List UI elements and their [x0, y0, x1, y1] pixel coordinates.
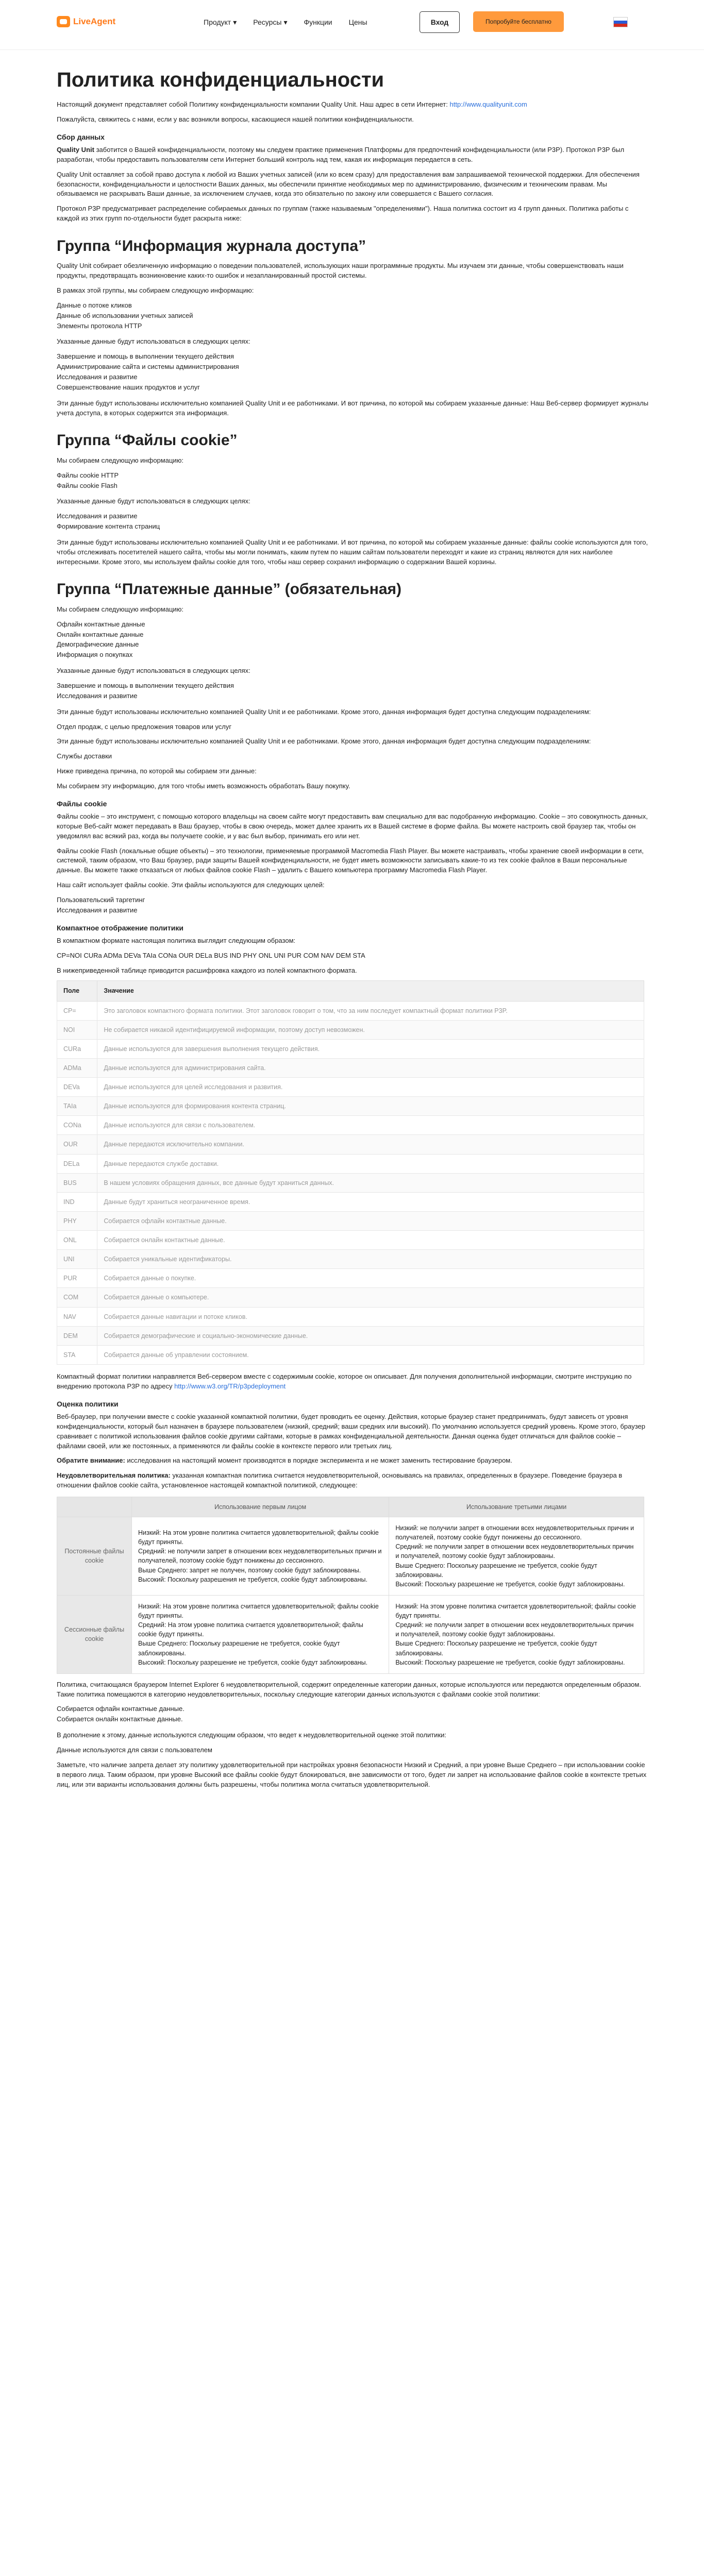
- language-flag-icon[interactable]: [613, 17, 628, 27]
- privacy-content: [57, 57, 649, 1794]
- bold-text: Quality Unit: [57, 145, 94, 154]
- policy-code-cell: TAIa: [57, 1097, 97, 1116]
- policy-meaning-cell: Собирается офлайн контактные данные.: [97, 1211, 644, 1230]
- policy-meaning-cell: В нашем условиях обращения данных, все данные будут храниться данных.: [97, 1173, 644, 1192]
- section-title: Сбор данных: [57, 132, 105, 141]
- group-title: Группа “Файлы cookie”: [57, 432, 238, 449]
- purpose-list: [57, 352, 649, 392]
- list-item: Исследования и развитие: [57, 906, 138, 914]
- list-item: Данные о потоке кликов: [57, 301, 132, 309]
- policy-meaning-cell: Собирается уникальные идентификаторы.: [97, 1250, 644, 1269]
- chevron-down-icon: ▾: [283, 18, 288, 26]
- paragraph: Данные используются для связи с пользователем: [57, 1745, 212, 1754]
- table-row: [57, 1288, 644, 1307]
- table-row: [57, 1173, 644, 1192]
- paragraph: Службы доставки: [57, 752, 112, 760]
- table-row: [57, 1250, 644, 1269]
- p3p-link[interactable]: http://www.w3.org/TR/p3pdeployment: [174, 1382, 286, 1390]
- table-row: [57, 1097, 644, 1116]
- paragraph-text: исследования на настоящий момент производятся в порядке эксперимента и не может заменить тестирование браузером.: [127, 1456, 512, 1465]
- section-title: Оценка политики: [57, 1399, 119, 1408]
- group-title: Группа “Платежные данные” (обязательная): [57, 581, 401, 598]
- table-row: [57, 1345, 644, 1364]
- list-item: Информация о покупках: [57, 651, 133, 659]
- table-row: [57, 1058, 644, 1077]
- list-item: Совершенствование наших продуктов и услуг: [57, 383, 200, 391]
- policy-meaning-cell: Собирается данные о покупке.: [97, 1269, 644, 1288]
- policy-meaning-cell: Собирается данные навигации и потоке кликов.: [97, 1307, 644, 1326]
- policy-meaning-cell: Данные используются для формирования контента страниц.: [97, 1097, 644, 1116]
- paragraph: Указанные данные будут использоваться в следующих целях:: [57, 667, 250, 675]
- list-item: Данные об использовании учетных записей: [57, 311, 193, 319]
- evaluation-cell: Низкий: На этом уровне политика считается удовлетворительной; файлы cookie будут приняты. Средний: На этом уровне политика считается удовлетворительной; файлы cookie будут приняты. Выше Среднего: Поскольку разрешение не требуется, cookie будут заблокированы. Высокий: Поскольку разрешение не требуется, cookie будут заблокированы.: [132, 1595, 389, 1673]
- nav-pricing[interactable]: Цены: [348, 18, 367, 26]
- paragraph-text: Компактный формат политики направляется Веб-сервером вместе с содержимым cookie, которое он описывает. Для получения дополнительной информации, смотрите инструкцию по внедрению протокола P3P по адресу: [57, 1372, 632, 1390]
- nav-resources[interactable]: [253, 17, 287, 27]
- policy-code-cell: IND: [57, 1192, 97, 1211]
- list-item: Исследования и развитие: [57, 691, 138, 700]
- table-header: Использование третьими лицами: [389, 1497, 644, 1517]
- table-header: Использование первым лицом: [132, 1497, 389, 1517]
- paragraph: Эти данные будут использованы исключительно компанией Quality Unit и ее работниками. И вот причина, по которой мы собираем указанные данные: Наш Веб-сервер формирует журналы учета доступа, в которых содержится эта информация.: [57, 399, 649, 417]
- row-header-cell: Постоянные файлы cookie: [57, 1517, 132, 1596]
- paragraph: [57, 1471, 649, 1490]
- policy-meaning-cell: Данные передаются службе доставки.: [97, 1154, 644, 1173]
- section-title: Файлы cookie: [57, 799, 107, 808]
- liveagent-logo-icon: [57, 16, 70, 27]
- list-item: Элементы протокола HTTP: [57, 321, 142, 330]
- table-row: [57, 1307, 644, 1326]
- purpose-list: [57, 512, 649, 532]
- paragraph: Quality Unit собирает обезличенную информацию о поведении пользователей, использующих наши программные продукты. Мы изучаем эти данные, чтобы совершенствовать наши продукты, предотвращать возникновение каких-то ошибок и незапланированный простой системы.: [57, 262, 624, 280]
- policy-meaning-cell: Данные используются для связи с пользователем.: [97, 1116, 644, 1135]
- policy-meaning-cell: Это заголовок компактного формата политики. Этот заголовок говорит о том, что за ним последует компактный формат политики P3P.: [97, 1001, 644, 1020]
- list-item: Демографические данные: [57, 640, 139, 649]
- qualityunit-link[interactable]: http://www.qualityunit.com: [449, 100, 527, 108]
- list-item: Завершение и помощь в выполнении текущего действия: [57, 682, 234, 690]
- nav-resources-label: Ресурсы: [253, 18, 282, 26]
- paragraph: Отдел продаж, с целью предложения товаров или услуг: [57, 722, 232, 731]
- policy-code-cell: BUS: [57, 1173, 97, 1192]
- paragraph: Протокол P3P предусматривает распределение собираемых данных по группам (также называемым "определениями"). Наша политика состоит из 4 групп данных. Политика работы с каждой из этих групп по-отдельности будет раскрыта ниже:: [57, 205, 629, 223]
- table-row: [57, 1192, 644, 1211]
- evaluation-cell: Низкий: На этом уровне политика считается удовлетворительной; файлы cookie будут приняты. Средний: не получили запрет в отношении всех неудовлетворительных причин и получателей, поэтому cookie будут заблокированы. Выше Среднего: Поскольку разрешение не требуется, cookie будут заблокированы. Высокий: Поскольку разрешение не требуется, cookie будут заблокированы.: [389, 1595, 644, 1673]
- nav-product[interactable]: [204, 17, 237, 27]
- paragraph: В рамках этой группы, мы собираем следующую информацию:: [57, 286, 254, 295]
- intro: [57, 100, 649, 110]
- policy-meaning-cell: Собирается демографические и социально-экономические данные.: [97, 1326, 644, 1345]
- table-header: [57, 1497, 132, 1517]
- paragraph: Ниже приведена причина, по которой мы собираем эти данные:: [57, 767, 257, 775]
- policy-meaning-cell: Собирается онлайн контактные данные.: [97, 1231, 644, 1250]
- data-list: [57, 471, 649, 491]
- policy-code-cell: UNI: [57, 1250, 97, 1269]
- page-title: Политика конфиденциальности: [57, 69, 384, 91]
- policy-meaning-cell: Данные будут храниться неограниченное время.: [97, 1192, 644, 1211]
- nav-product-label: Продукт: [204, 18, 231, 26]
- bold-text: Обратите внимание:: [57, 1456, 125, 1465]
- login-button[interactable]: Вход: [420, 11, 460, 33]
- policy-evaluation-table: [57, 1497, 644, 1674]
- table-row: [57, 1116, 644, 1135]
- policy-code-cell: DEVa: [57, 1078, 97, 1097]
- policy-code-cell: CURa: [57, 1039, 97, 1058]
- purpose-list: [57, 681, 649, 701]
- policy-code-cell: DELa: [57, 1154, 97, 1173]
- list-item: Завершение и помощь в выполнении текущего действия: [57, 352, 234, 361]
- paragraph: [57, 1372, 649, 1392]
- policy-code-cell: OUR: [57, 1135, 97, 1154]
- paragraph: В компактном формате настоящая политика выглядит следующим образом:: [57, 936, 296, 944]
- list-item: Формирование контента страниц: [57, 522, 160, 531]
- table-header: Значение: [97, 981, 644, 1001]
- paragraph: Эти данные будут использованы исключительно компанией Quality Unit и ее работниками. Кроме этого, данная информация будет доступна следующим подразделениям:: [57, 707, 591, 716]
- paragraph: Эти данные будут использованы исключительно компанией Quality Unit и ее работниками. Кроме этого, данная информация будет доступна следующим подразделениям:: [57, 737, 591, 745]
- logo[interactable]: [57, 15, 115, 28]
- intro-text: Настоящий документ представляет собой Политику конфиденциальности компании Quality Unit. Наш адрес в сети Интернет:: [57, 100, 448, 108]
- top-navigation: [0, 0, 704, 50]
- list-item: Файлы cookie HTTP: [57, 471, 119, 479]
- list-item: Администрирование сайта и системы администрирования: [57, 363, 239, 371]
- policy-code-cell: CP=: [57, 1001, 97, 1020]
- paragraph: В дополнение к этому, данные используются следующим образом, что ведет к неудовлетворительной оценке этой политики:: [57, 1731, 446, 1739]
- policy-meaning-cell: Не собирается никакой идентифицируемой информации, поэтому доступ невозможен.: [97, 1020, 644, 1039]
- paragraph: Мы собираем следующую информацию:: [57, 605, 184, 613]
- paragraph: Веб-браузер, при получении вместе с cookie указанной компактной политики, будет проводить ее оценку. Действия, которые браузер станет предпринимать, будут зависеть от уровня конфиденциальности, который был назначен в браузере пользователем (низкий, средний; ваши средних или высокий). По умолчанию используется средний уровень. Кроме этого, браузер сравнивает с политикой использования файлов cookie другими сайтами, которые в рамках конфиденциальной деятельности. Данная оценка будет отличаться для файлов cookie – файлами своей, или же постоянных, а применяются ли файлы cookie в контексте первого или третьих лиц.: [57, 1412, 646, 1450]
- paragraph: [57, 1456, 649, 1466]
- policy-code-cell: NAV: [57, 1307, 97, 1326]
- paragraph: Файлы cookie Flash (локальные общие объекты) – это технологии, применяемые программой Macromedia Flash Player. Вы можете настраивать, чтобы хранение своей информации в сети, системой, таким образом, что Ваш браузер, ради защиты Вашей конфиденциальности, не будет иметь возможности записывать какие-то из тех cookie файлов в Ваши персональные данные. Вы можете также отказаться от любых файлов cookie Flash – удалить с Вашего компьютера программу Macromedia Flash Player.: [57, 846, 644, 874]
- list-item: Собирается онлайн контактные данные.: [57, 1715, 183, 1723]
- list-item: Файлы cookie Flash: [57, 481, 118, 489]
- paragraph-text: указанная компактная политика считается неудовлетворительной, основываясь на правилах, определенных в браузере. Поведение браузера в отношении файлов cookie сайта, установленное настоящей компактной политикой, следующее:: [57, 1471, 623, 1489]
- policy-code-cell: STA: [57, 1345, 97, 1364]
- evaluation-cell: Низкий: На этом уровне политика считается удовлетворительной; файлы cookie будут приняты. Средний: не получили запрет в отношении всех неудовлетворительных причин и получателей, поэтому cookie будут понижены до сессионного. Выше Среднего: запрет не получен, поэтому cookie будут заблокированы. Высокий: Поскольку разрешения не требуется, cookie будут заблокированы.: [132, 1517, 389, 1596]
- paragraph: Указанные данные будут использоваться в следующих целях:: [57, 497, 250, 505]
- list-item: Пользовательский таргетинг: [57, 895, 145, 904]
- table-row: [57, 1135, 644, 1154]
- table-row: [57, 1517, 644, 1596]
- table-row: [57, 1039, 644, 1058]
- policy-meaning-cell: Данные используются для администрирования сайта.: [97, 1058, 644, 1077]
- compact-policy-table: [57, 980, 644, 1365]
- paragraph: В нижеприведенной таблице приводится расшифровка каждого из полей компактного формата.: [57, 966, 357, 974]
- group-title: Группа “Информация журнала доступа”: [57, 237, 366, 255]
- data-list: [57, 301, 649, 331]
- paragraph: Заметьте, что наличие запрета делает эту политику удовлетворительной при настройках уровня безопасности Низкий и Средний, а при уровне Выше Среднего – при использовании cookie в первого лица. Таким образом, при уровне Высокий все файлы cookie будут блокироваться, вне зависимости от того, будет ли запрет на использование файлов cookie в контексте третьих лиц, или эти варианты использования должны быть разрешены, чтобы политика могла считаться удовлетворительной.: [57, 1760, 647, 1788]
- table-row: [57, 1211, 644, 1230]
- table-row: [57, 1078, 644, 1097]
- policy-meaning-cell: Собирается данные о компьютере.: [97, 1288, 644, 1307]
- evaluation-cell: Низкий: не получили запрет в отношении всех неудовлетворительных причин и получателей, поэтому cookie будут понижены до сессионного. Средний: не получили запрет в отношении всех неудовлетворительных причин и получателей, поэтому cookie будут заблокированы. Выше Среднего: Поскольку разрешение не требуется, cookie будут заблокированы. Высокий: Поскольку разрешение не требуется, cookie будут заблокированы.: [389, 1517, 644, 1596]
- list-item: Исследования и развитие: [57, 372, 138, 381]
- paragraph: [57, 145, 649, 165]
- policy-meaning-cell: Данные передаются исключительно компании.: [97, 1135, 644, 1154]
- paragraph: Эти данные будут использованы исключительно компанией Quality Unit и ее работниками. И вот причина, по которой мы собираем указанные данные: файлы cookie используются для того, чтобы отслеживать посетителей нашего сайта, чтобы мы могли понимать, каким путем по нашим сайтам пользователи переходят и какие из страниц являются для них наиболее интересными. Кроме этого, мы используем файлы cookie для того, чтобы наш сервер сохранил информацию о содержании Вашей корзины.: [57, 538, 648, 566]
- policy-meaning-cell: Данные используются для завершения выполнения текущего действия.: [97, 1039, 644, 1058]
- free-trial-button[interactable]: Попробуйте бесплатно: [473, 11, 564, 32]
- paragraph: Мы собираем эту информацию, для того чтобы иметь возможность обработать Вашу покупку.: [57, 782, 350, 790]
- data-list: [57, 1704, 649, 1724]
- policy-code-cell: PUR: [57, 1269, 97, 1288]
- cookie-purpose-list: [57, 895, 649, 916]
- list-item: Онлайн контактные данные: [57, 630, 144, 638]
- paragraph: Файлы cookie – это инструмент, с помощью которого владельцы на своем сайте могут предоставить вам специально для вас подобранную информацию. Cookie – это совокупность данных, которые Веб-сайт может передавать в Ваш браузер, чтобы в свою очередь, может далее хранить их в Вашей системе в форме файла. Вы можете настроить свой браузер так, чтобы он уведомлял вас всякий раз, когда вы получаете cookie, и у вас был выбор, принимать его или нет.: [57, 812, 648, 840]
- table-row: [57, 1154, 644, 1173]
- table-row: [57, 1326, 644, 1345]
- nav-features[interactable]: Функции: [304, 18, 332, 26]
- compact-policy-codes: CP=NOI CURa ADMa DEVa TAIa CONa OUR DELa BUS IND PHY ONL UNI PUR COM NAV DEM STA: [57, 951, 365, 959]
- logo-text: LiveAgent: [73, 16, 116, 26]
- table-header: Поле: [57, 981, 97, 1001]
- table-body: [57, 1517, 644, 1674]
- list-item: Исследования и развитие: [57, 512, 138, 520]
- data-list: [57, 620, 649, 660]
- table-row: [57, 1595, 644, 1673]
- table-row: [57, 1020, 644, 1039]
- table-row: [57, 1269, 644, 1288]
- policy-code-cell: COM: [57, 1288, 97, 1307]
- paragraph: Указанные данные будут использоваться в следующих целях:: [57, 337, 250, 346]
- table-row: [57, 1001, 644, 1020]
- paragraph: Наш сайт использует файлы cookie. Эти файлы используются для следующих целей:: [57, 881, 325, 889]
- chevron-down-icon: ▾: [233, 18, 237, 26]
- list-item: Собирается офлайн контактные данные.: [57, 1705, 185, 1713]
- main-nav: [204, 17, 367, 27]
- policy-meaning-cell: Собирается данные об управлении состоянием.: [97, 1345, 644, 1364]
- paragraph: Quality Unit оставляет за собой право доступа к любой из Ваших учетных записей (или ко всем сразу) для предоставления вам запрашиваемой технической поддержки. Для обеспечения безопасности, конфиденциальности и целостности Ваших данных, мы обеспечили принятие необходимых мер по администрированию, физическим и техническим правам. Мы обязываемся не раскрывать Ваши данные, за исключением случаев, когда это обязательно по закону или совершается с Вашего согласия.: [57, 170, 640, 198]
- list-item: Офлайн контактные данные: [57, 620, 145, 628]
- policy-code-cell: PHY: [57, 1211, 97, 1230]
- section-title: Компактное отображение политики: [57, 923, 183, 932]
- policy-code-cell: DEM: [57, 1326, 97, 1345]
- table-row: [57, 1231, 644, 1250]
- paragraph: Политика, считающаяся браузером Internet Explorer 6 неудовлетворительной, содержит определенные категории данных, которые используются или передаются определенным образом. Такие политика помещаются в категорию неудовлетворительных, поскольку следующие категории данных используются с файлами cookie этой политики:: [57, 1680, 641, 1698]
- policy-code-cell: ONL: [57, 1231, 97, 1250]
- intro-contact: Пожалуйста, свяжитесь с нами, если у вас возникли вопросы, касающиеся нашей политики конфиденциальности.: [57, 115, 414, 123]
- policy-code-cell: NOI: [57, 1020, 97, 1039]
- table-body: [57, 1001, 644, 1364]
- policy-meaning-cell: Данные используются для целей исследования и развития.: [97, 1078, 644, 1097]
- policy-code-cell: ADMa: [57, 1058, 97, 1077]
- paragraph-text: заботится о Вашей конфиденциальности, поэтому мы следуем практике применения Платформы для предпочтений конфиденциальности (или P3P). Протокол P3P был разработан, чтобы предоставить пользователям сети Интернет больший контроль над тем, какая их информация передается в сеть.: [57, 145, 625, 163]
- paragraph: Мы собираем следующую информацию:: [57, 456, 184, 464]
- row-header-cell: Сессионные файлы cookie: [57, 1595, 132, 1673]
- policy-code-cell: CONa: [57, 1116, 97, 1135]
- bold-text: Неудовлетворительная политика:: [57, 1471, 171, 1480]
